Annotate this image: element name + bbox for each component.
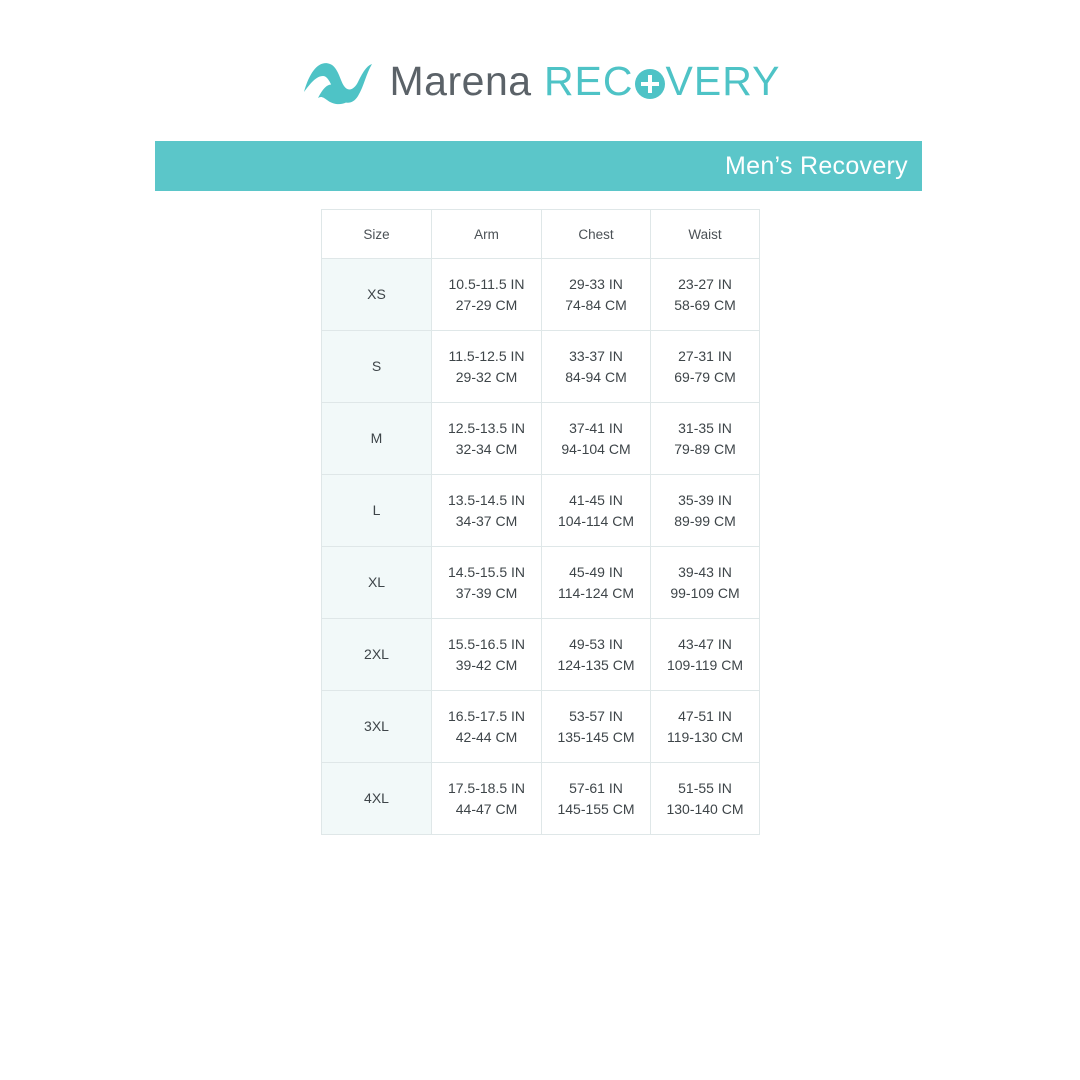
cell-chest: 57-61 IN 145-155 CM [542,763,651,835]
cell-chest: 53-57 IN 135-145 CM [542,691,651,763]
brand-logo [0,52,1080,110]
section-banner [155,141,922,191]
cell-size: L [322,475,432,547]
cell-chest: 37-41 IN 94-104 CM [542,403,651,475]
cell-arm: 12.5-13.5 IN 32-34 CM [432,403,542,475]
cell-waist: 31-35 IN 79-89 CM [651,403,760,475]
cell-size: XL [322,547,432,619]
cell-size: 4XL [322,763,432,835]
cell-chest: 41-45 IN 104-114 CM [542,475,651,547]
cell-chest: 29-33 IN 74-84 CM [542,259,651,331]
column-header-waist: Waist [651,210,760,259]
cell-size: 2XL [322,619,432,691]
cell-size: M [322,403,432,475]
column-header-chest: Chest [542,210,651,259]
table-row [322,403,760,475]
cell-arm: 16.5-17.5 IN 42-44 CM [432,691,542,763]
brand-name-recovery-post: VERY [665,57,781,104]
cell-arm: 11.5-12.5 IN 29-32 CM [432,331,542,403]
table-row [322,547,760,619]
cell-waist: 39-43 IN 99-109 CM [651,547,760,619]
table-row [322,259,760,331]
table-row [322,475,760,547]
cell-waist: 23-27 IN 58-69 CM [651,259,760,331]
cell-waist: 51-55 IN 130-140 CM [651,763,760,835]
cell-chest: 33-37 IN 84-94 CM [542,331,651,403]
column-header-arm: Arm [432,210,542,259]
table-header-row [322,210,760,259]
cell-waist: 35-39 IN 89-99 CM [651,475,760,547]
cell-size: 3XL [322,691,432,763]
size-chart-table-wrapper [321,209,759,835]
cell-arm: 13.5-14.5 IN 34-37 CM [432,475,542,547]
cell-waist: 27-31 IN 69-79 CM [651,331,760,403]
cell-arm: 14.5-15.5 IN 37-39 CM [432,547,542,619]
banner-title: Men’s Recovery [725,151,908,180]
brand-name-recovery-pre: REC [543,57,634,104]
table-row [322,763,760,835]
cell-arm: 15.5-16.5 IN 39-42 CM [432,619,542,691]
column-header-size: Size [322,210,432,259]
brand-name-marena: Marena [389,57,532,104]
cell-arm: 10.5-11.5 IN 27-29 CM [432,259,542,331]
cell-chest: 49-53 IN 124-135 CM [542,619,651,691]
marena-wave-mark-icon [300,52,376,110]
size-chart-table [321,209,760,835]
cell-waist: 43-47 IN 109-119 CM [651,619,760,691]
cell-size: XS [322,259,432,331]
cell-arm: 17.5-18.5 IN 44-47 CM [432,763,542,835]
cell-chest: 45-49 IN 114-124 CM [542,547,651,619]
medical-plus-icon [635,69,665,99]
brand-wordmark [389,57,781,104]
table-row [322,691,760,763]
table-row [322,619,760,691]
cell-size: S [322,331,432,403]
cell-waist: 47-51 IN 119-130 CM [651,691,760,763]
table-row [322,331,760,403]
